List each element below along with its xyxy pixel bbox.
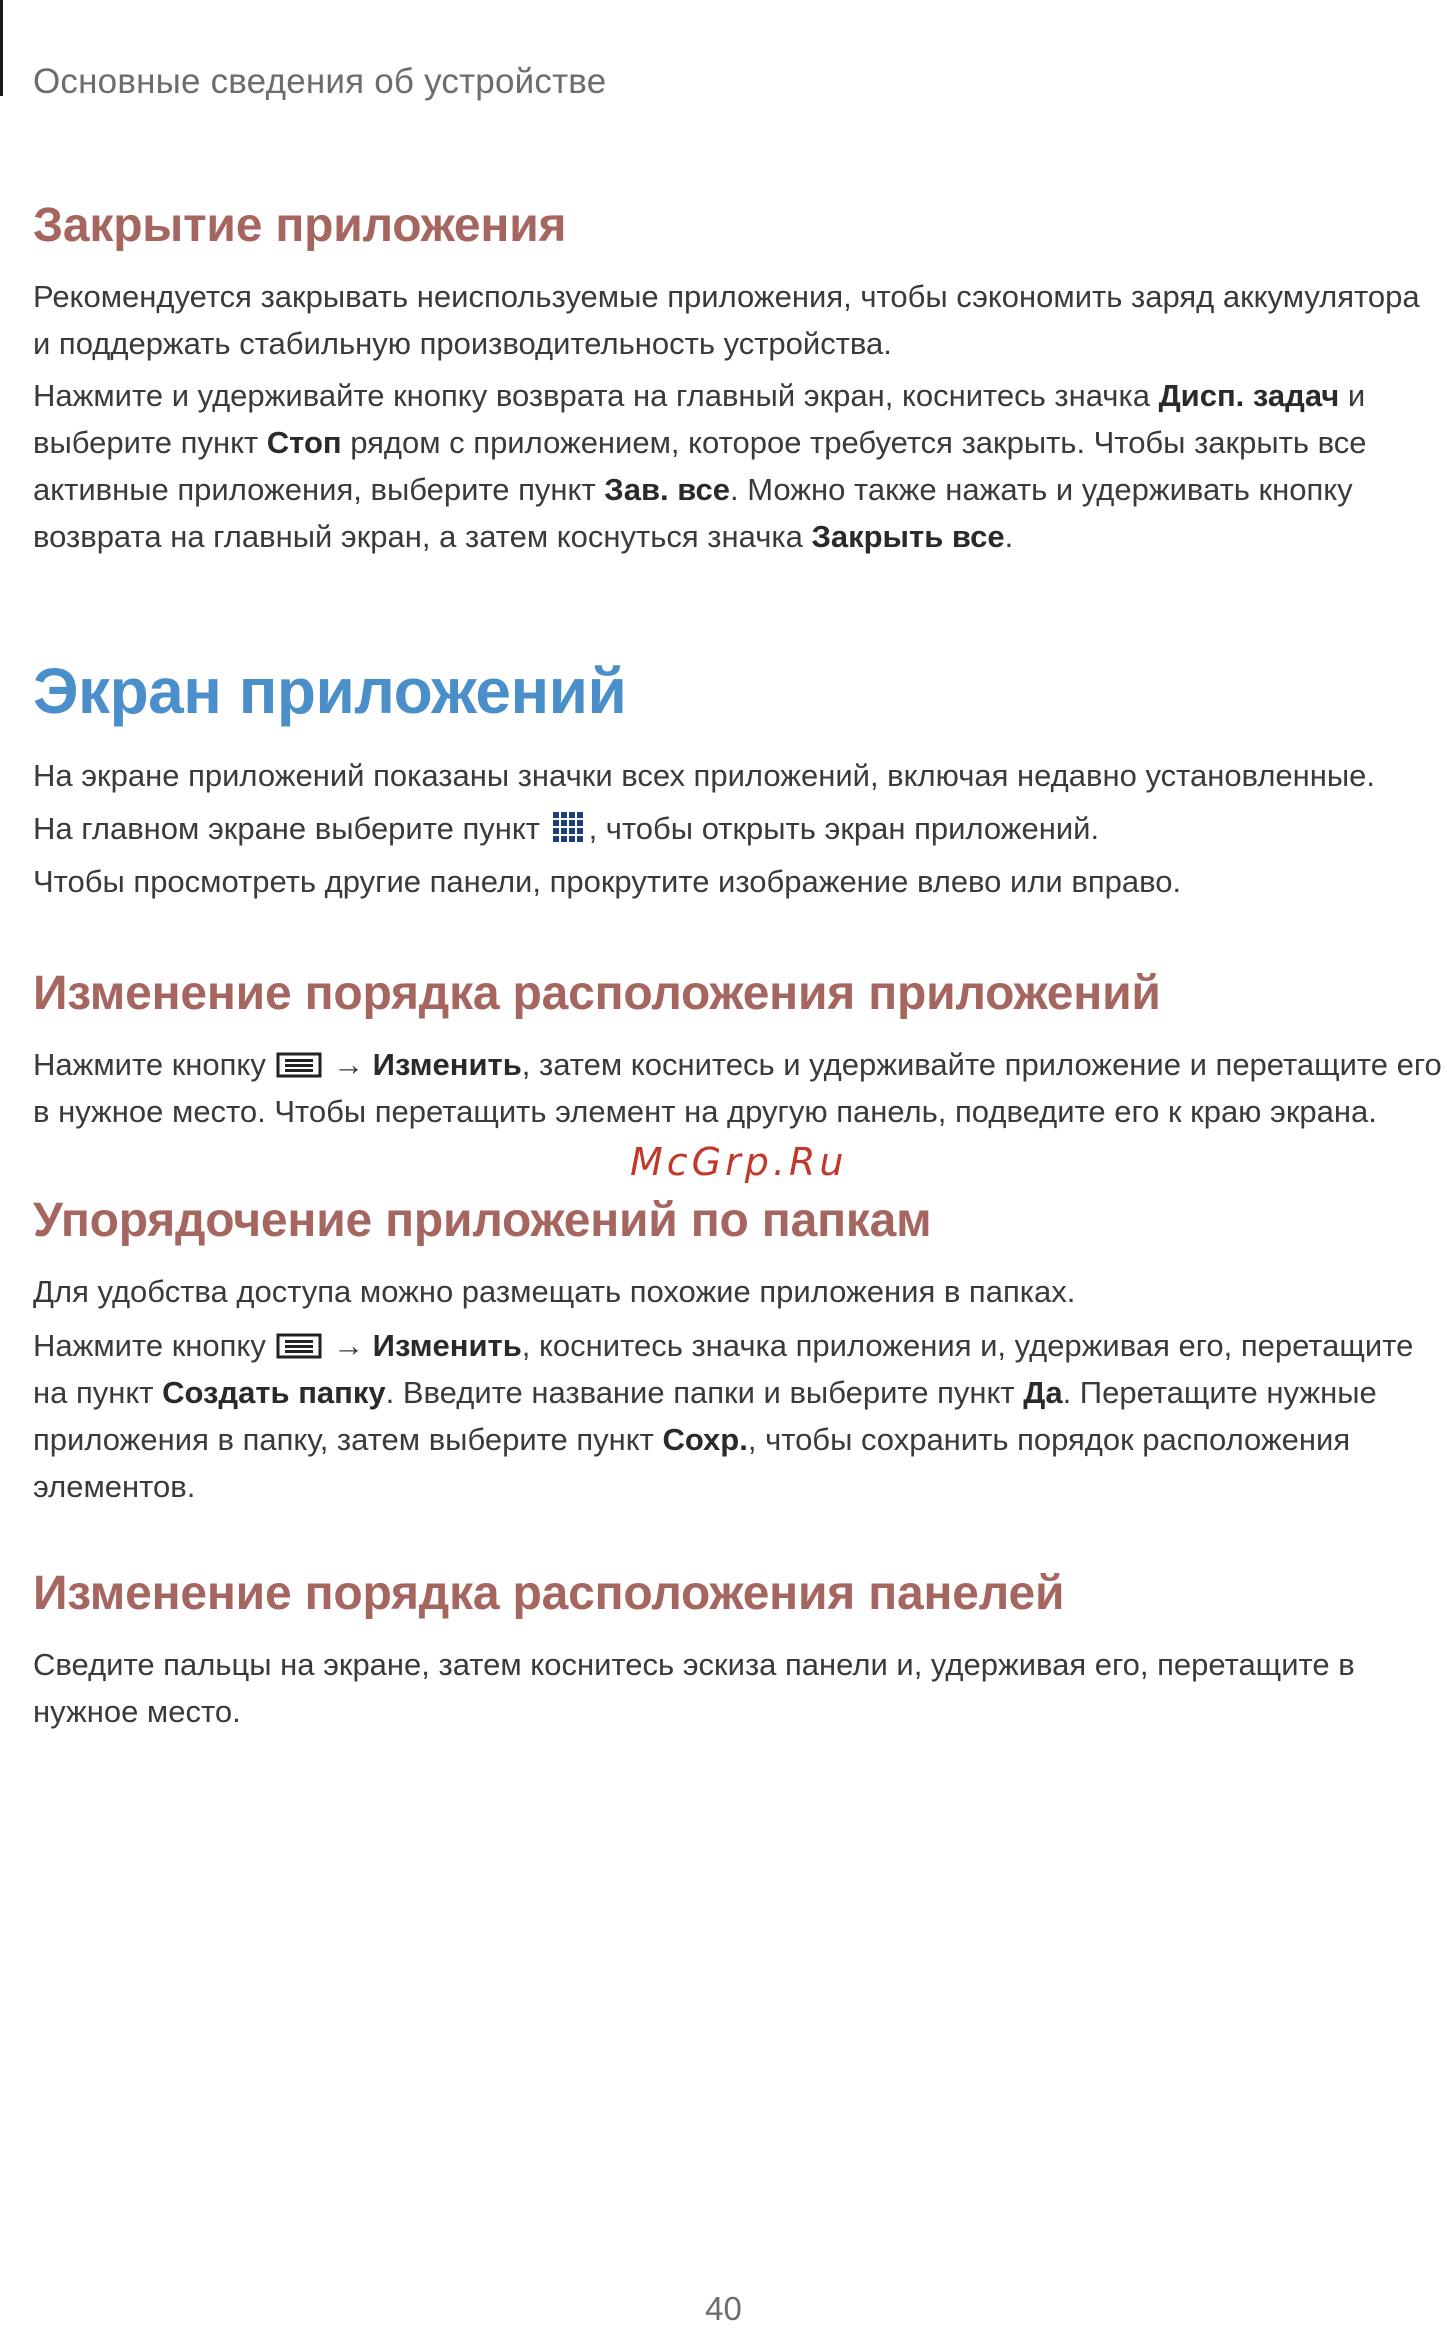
save-label: Сохр. (662, 1422, 748, 1457)
section-title-closing-apps: Закрытие приложения (33, 199, 567, 252)
yes-label: Да (1023, 1375, 1063, 1410)
close-all-short-label: Зав. все (604, 472, 730, 507)
reorder-panels-paragraph-1: Сведите пальцы на экране, затем коснитесь эскиза панели и, удерживая его, перетащите в нужное место. (33, 1647, 1355, 1729)
folders-paragraph-1: Для удобства доступа можно размещать похожие приложения в папках. (33, 1274, 1076, 1309)
margin-rule (0, 0, 3, 96)
closing-apps-paragraph-1: Рекомендуется закрывать неиспользуемые приложения, чтобы сэкономить заряд аккумулятора и поддержать стабильную производительность устройства. (33, 279, 1420, 361)
menu-key-icon (276, 1052, 322, 1078)
page-number: 40 (705, 2290, 742, 2327)
apps-screen-paragraph-1: На экране приложений показаны значки всех приложений, включая недавно установленные. (33, 758, 1376, 793)
section-title-folders: Упорядочение приложений по папкам (33, 1194, 932, 1247)
apps-screen-paragraph-3: Чтобы просмотреть другие панели, прокрутите изображение влево или вправо. (33, 864, 1182, 899)
watermark: McGrp.Ru (630, 1140, 848, 1184)
reorder-apps-paragraph-1: Нажмите кнопку → Изменить, затем коснитесь и удерживайте приложение и перетащите его в нужное место. Чтобы перетащить элемент на другую панель, подведите его к краю экрана. (33, 1047, 1442, 1129)
stop-label: Стоп (266, 425, 342, 460)
section-title-reorder-panels: Изменение порядка расположения панелей (33, 1567, 1065, 1620)
recent-apps-label: Дисп. задач (1158, 378, 1340, 413)
create-folder-label: Создать папку (162, 1375, 386, 1410)
apps-screen-paragraph-2: На главном экране выберите пункт , чтобы открыть экран приложений. (33, 811, 1100, 846)
menu-key-icon (276, 1333, 322, 1359)
close-all-label: Закрыть все (811, 519, 1005, 554)
apps-grid-icon (551, 810, 587, 846)
running-header: Основные сведения об устройстве (33, 62, 607, 101)
section-title-apps-screen: Экран приложений (33, 655, 627, 727)
folders-paragraph-2: Нажмите кнопку → Изменить, коснитесь значка приложения и, удерживая его, перетащите на пункт Создать папку. Введите название папки и выберите пункт Да. Перетащите нужные приложения в папку, затем выберите пункт Сохр., чтобы сохранить порядок расположения элементов. (33, 1328, 1414, 1504)
section-title-reorder-apps: Изменение порядка расположения приложений (33, 967, 1161, 1020)
edit-label: Изменить (372, 1047, 522, 1082)
edit-label: Изменить (372, 1328, 522, 1363)
closing-apps-paragraph-2: Нажмите и удерживайте кнопку возврата на главный экран, коснитесь значка Дисп. задач и выберите пункт Стоп рядом с приложением, которое требуется закрыть. Чтобы закрыть все активные приложения, выберите пункт Зав. все. Можно также нажать и удерживать кнопку возврата на главный экран, а затем коснуться значка Закрыть все. (33, 378, 1367, 554)
